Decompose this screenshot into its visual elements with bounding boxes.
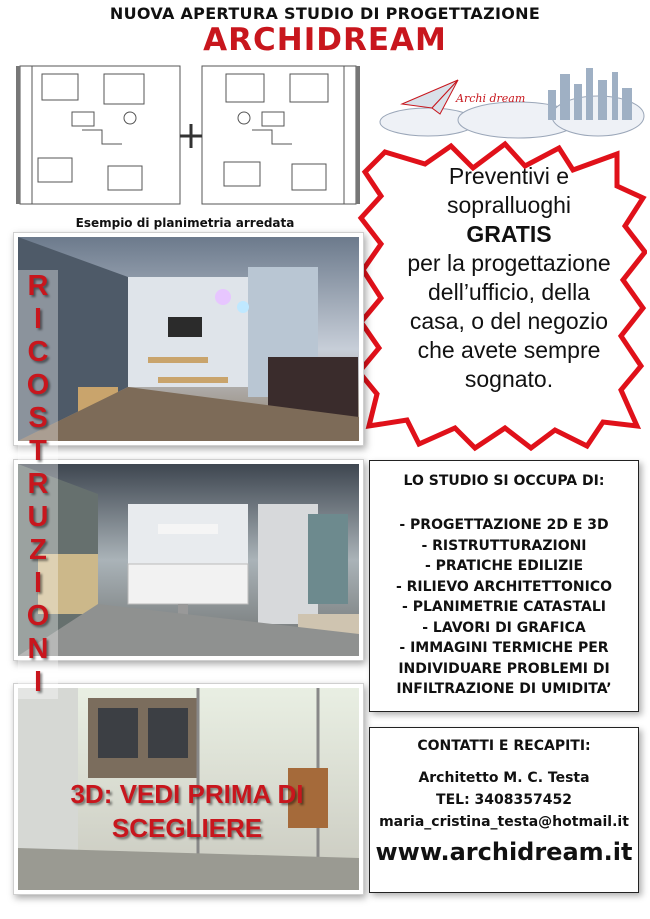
- offer-line-1: Preventivi e: [448, 163, 570, 189]
- floor-plan-drawing: [12, 60, 364, 212]
- vertical-letter: I: [33, 567, 43, 599]
- vertical-letter: R: [27, 270, 49, 302]
- logo-script: Archi dream: [456, 92, 526, 105]
- render-lounge-image: [18, 237, 359, 441]
- vertical-letter: T: [29, 435, 47, 467]
- offer-line-3: per la progettazione: [407, 250, 611, 276]
- service-item: INFILTRAZIONE DI UMIDITA’: [396, 681, 612, 697]
- render-lounge: [13, 232, 364, 446]
- vertical-letter: U: [27, 501, 49, 533]
- render-kitchen: [13, 459, 364, 661]
- contacts-heading: CONTATTI E RECAPITI:: [417, 738, 591, 754]
- vertical-letter: S: [28, 402, 48, 434]
- render-kitchen-image: [18, 464, 359, 656]
- vertical-letter: Z: [29, 534, 47, 566]
- vertical-letter: C: [27, 336, 49, 368]
- service-item: - IMMAGINI TERMICHE PER: [399, 640, 609, 656]
- offer-line-6: che avete sempre: [417, 337, 601, 363]
- tagline-3d: [22, 777, 352, 845]
- archidream-logo: [368, 64, 646, 144]
- service-item: - PRATICHE EDILIZIE: [424, 558, 584, 574]
- service-item: - RILIEVO ARCHITETTONICO: [395, 578, 613, 595]
- service-item: - PLANIMETRIE CATASTALI: [402, 599, 606, 615]
- contacts-box: [369, 727, 639, 893]
- services-heading: LO STUDIO SI OCCUPA DI:: [403, 473, 605, 489]
- offer-highlight: GRATIS: [466, 221, 552, 247]
- offer-line-2: sopralluoghi: [446, 192, 572, 218]
- plan-caption: Esempio di planimetria arredata: [75, 216, 295, 230]
- ricostruzioni-vertical: [18, 270, 58, 699]
- offer-line-7: sognato.: [464, 366, 554, 392]
- contact-phone[interactable]: TEL: 3408357452: [436, 792, 572, 808]
- offer-line-5: casa, o del negozio: [409, 308, 609, 334]
- service-item: - RISTRUTTURAZIONI: [421, 537, 587, 554]
- contact-email[interactable]: maria_cristina_testa@hotmail.it: [379, 814, 629, 830]
- header-subtitle: NUOVA APERTURA STUDIO DI PROGETTAZIONE: [109, 4, 541, 23]
- vertical-letter: N: [27, 633, 49, 665]
- service-item: INDIVIDUARE PROBLEMI DI: [398, 660, 610, 677]
- service-item: - LAVORI DI GRAFICA: [422, 619, 586, 636]
- offer-text: [385, 162, 633, 394]
- services-list: [370, 515, 638, 700]
- brand-title: ARCHIDREAM: [203, 22, 447, 58]
- vertical-letter: I: [33, 303, 43, 335]
- website-link[interactable]: www.archidream.it: [375, 838, 633, 866]
- contact-name: Architetto M. C. Testa: [418, 770, 590, 786]
- vertical-letter: O: [26, 600, 50, 632]
- services-box: [369, 460, 639, 712]
- tagline-line-2: SCEGLIERE: [111, 813, 263, 843]
- service-item: - PROGETTAZIONE 2D E 3D: [399, 517, 609, 533]
- offer-line-4: dell’ufficio, della: [428, 279, 590, 305]
- vertical-letter: O: [26, 369, 50, 401]
- tagline-line-1: 3D: VEDI PRIMA DI: [70, 779, 304, 809]
- vertical-letter: I: [33, 666, 43, 698]
- vertical-letter: R: [27, 468, 49, 500]
